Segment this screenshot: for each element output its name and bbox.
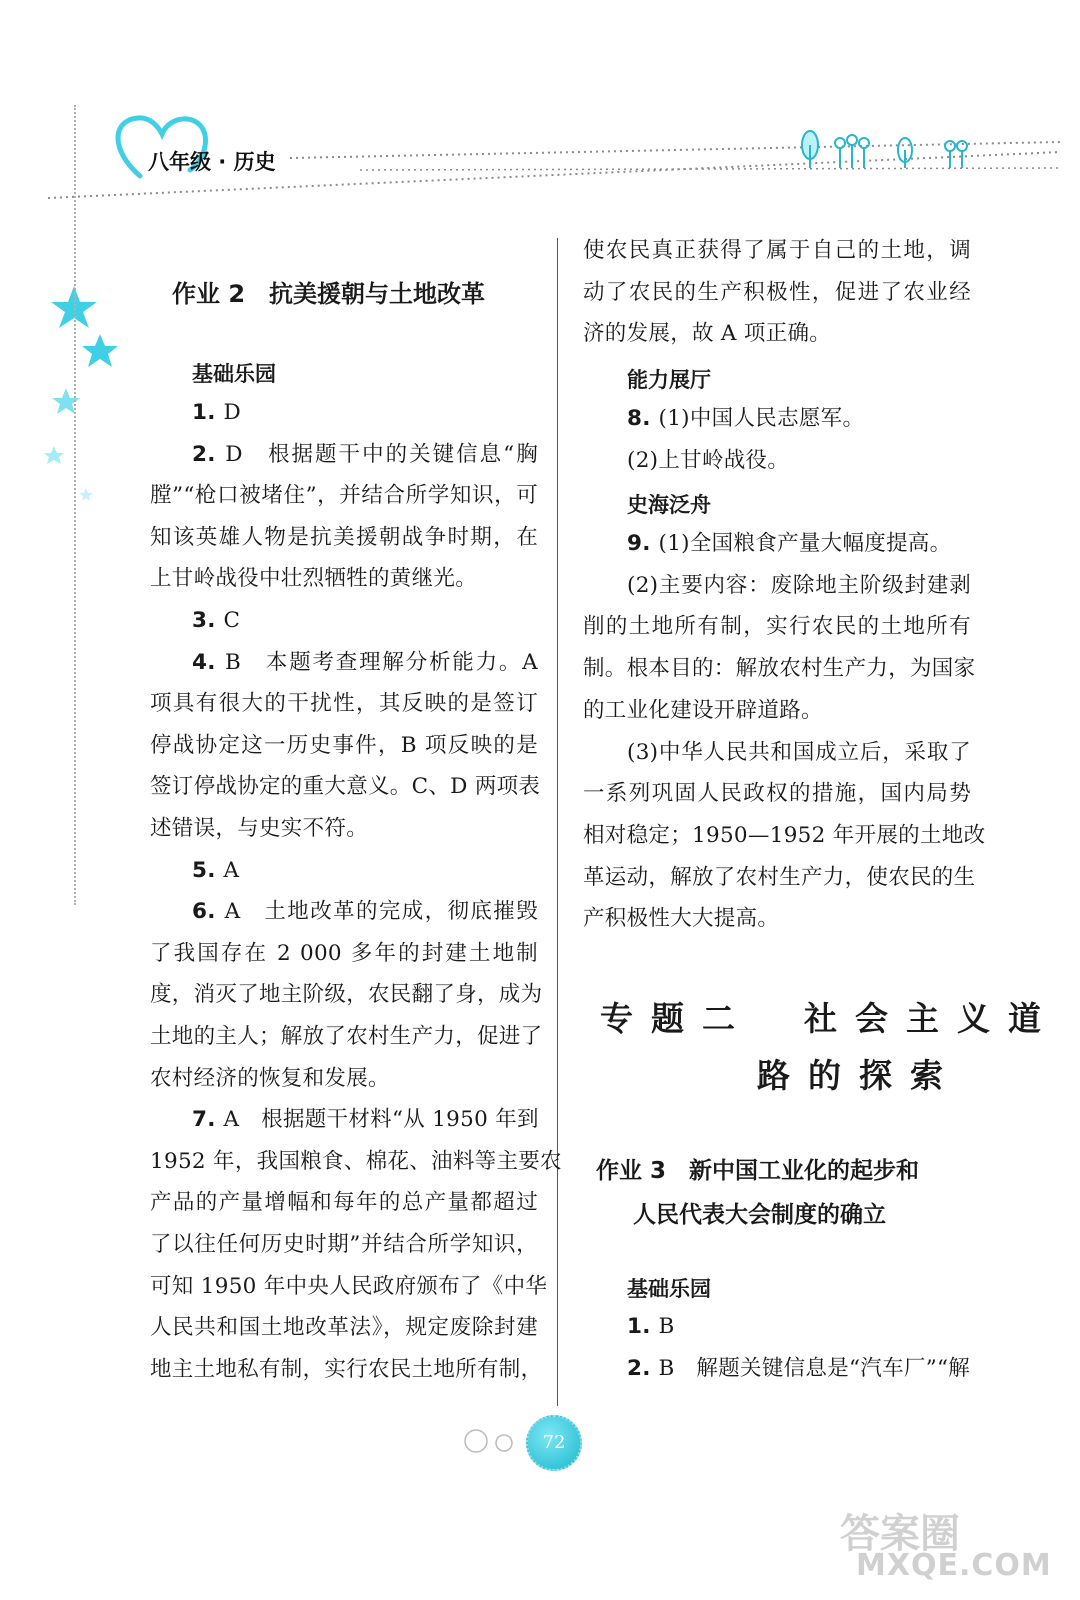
- text-line: [627, 565, 971, 606]
- line-text: C: [223, 608, 241, 633]
- line-text: 1952 年，我国粮食、棉花、油料等主要农: [150, 1148, 562, 1174]
- text-line: [192, 600, 538, 641]
- line-text: A: [223, 857, 240, 883]
- line-text: 度，消灭了地主阶级，农民翻了身，成为: [150, 982, 543, 1008]
- line-text: 动了农民的生产积极性，促进了农业经: [583, 279, 971, 305]
- page-number: 72: [526, 1415, 582, 1471]
- line-text: 革运动，解放了农村生产力，使农民的生: [583, 864, 976, 890]
- line-text: 了我国存在 2 000 多年的封建土地制: [150, 940, 538, 966]
- line-text: 签订停战协定的重大意义。C、D 两项表: [150, 774, 541, 800]
- text-line: [583, 606, 971, 647]
- text-line: [150, 475, 538, 516]
- line-text: 可知 1950 年中央人民政府颁布了《中华: [150, 1273, 548, 1299]
- line-text: (2)主要内容：废除地主阶级封建剥: [627, 572, 971, 598]
- line-text: D 根据题干中的关键信息“胸: [225, 441, 538, 467]
- text-line: [583, 773, 971, 814]
- line-text: 土地的主人；解放了农村生产力，促进了: [150, 1024, 543, 1049]
- line-text: 的工业化建设开辟道路。: [583, 697, 823, 723]
- line-text: B: [658, 1314, 675, 1339]
- line-text: (2)上甘岭战役。: [627, 448, 790, 473]
- page-circles-decoration: [460, 1425, 530, 1461]
- line-text: A 根据题干材料“从 1950 年到: [223, 1107, 539, 1133]
- question-number: 1.: [192, 400, 224, 425]
- text-line: [150, 1266, 548, 1307]
- text-line: [150, 1224, 538, 1265]
- line-text: (3)中华人民共和国成立后，采取了: [627, 739, 971, 765]
- line-text: (1)全国粮食产量大幅度提高。: [658, 531, 952, 556]
- line-text: B 解题关键信息是“汽车厂”“解: [658, 1356, 971, 1381]
- text-line: [150, 1349, 543, 1390]
- text-line: [150, 1058, 538, 1099]
- question-number: 5.: [192, 857, 224, 883]
- text-line: [627, 523, 971, 564]
- text-line: [583, 313, 971, 354]
- question-number: 8.: [627, 406, 659, 431]
- text-line: [192, 1099, 538, 1140]
- star-icon: [79, 488, 93, 501]
- column-divider: [557, 238, 558, 1406]
- text-line: [627, 1348, 971, 1389]
- text-line: [192, 392, 538, 433]
- text-line: [192, 434, 538, 475]
- watermark-url: MXQE.COM: [856, 1548, 1052, 1583]
- text-line: [150, 808, 538, 849]
- text-line: [583, 690, 971, 731]
- text-line: [627, 732, 971, 773]
- section-history: 史海泛舟: [627, 493, 711, 517]
- line-text: 削的土地所有制，实行农民的土地所有: [583, 614, 971, 640]
- text-line: [583, 230, 971, 271]
- header-decoration: [0, 0, 1080, 240]
- section-basic-right: 基础乐园: [627, 1277, 711, 1301]
- text-line: [150, 683, 538, 724]
- grade-subject-label: 八年级 · 历史: [148, 150, 276, 174]
- text-line: [583, 898, 971, 939]
- text-line: [150, 974, 543, 1015]
- line-text: 了以往任何历史时期”并结合所学知识，: [150, 1232, 538, 1257]
- question-number: 1.: [627, 1314, 659, 1339]
- text-line: [192, 850, 538, 891]
- section-ability: 能力展厅: [627, 368, 711, 392]
- question-number: 6.: [192, 899, 225, 925]
- watermark-logo: 答案圈: [840, 1511, 960, 1557]
- line-text: (1)中国人民志愿军。: [658, 406, 865, 431]
- homework-3-title-line1: 作业 3 新中国工业化的起步和: [596, 1158, 920, 1184]
- line-text: 膛”“枪口被堵住”，并结合所学知识，可: [150, 483, 538, 509]
- line-text: D: [223, 400, 242, 425]
- star-icon: [44, 446, 64, 464]
- question-number: 2.: [627, 1356, 659, 1381]
- text-line: [583, 857, 976, 898]
- tree-icons: [802, 131, 967, 168]
- text-line: [150, 558, 538, 599]
- question-number: 2.: [192, 441, 226, 467]
- text-line: [192, 891, 538, 932]
- line-text: 产积极性大大提高。: [583, 906, 780, 932]
- homework-3-title-line2: 人民代表大会制度的确立: [633, 1202, 886, 1228]
- line-text: 知该英雄人物是抗美援朝战争时期，在: [150, 524, 538, 550]
- text-line: [583, 272, 971, 313]
- text-line: [627, 1306, 967, 1347]
- text-line: [627, 440, 967, 481]
- question-number: 3.: [192, 608, 224, 633]
- text-line: [150, 1016, 543, 1057]
- text-line: [150, 933, 538, 974]
- text-line: [150, 1307, 538, 1348]
- line-text: 停战协定这一历史事件，B 项反映的是: [150, 732, 538, 758]
- topic-title-line1: 专题二 社会主义道: [600, 999, 1059, 1038]
- homework-2-title: 作业 2 抗美援朝与土地改革: [172, 280, 486, 308]
- line-text: 地主土地私有制，实行农民土地所有制，: [150, 1356, 543, 1382]
- text-line: [150, 1141, 562, 1182]
- text-line: [150, 725, 538, 766]
- line-text: 济的发展，故 A 项正确。: [583, 321, 832, 346]
- line-text: 上甘岭战役中壮烈牺牲的黄继光。: [150, 566, 478, 592]
- line-text: 使农民真正获得了属于自己的土地，调: [583, 238, 971, 263]
- text-line: [150, 766, 541, 807]
- text-line: [150, 1182, 538, 1223]
- line-text: 一系列巩固人民政权的措施，国内局势: [583, 781, 971, 807]
- line-text: 产品的产量增幅和每年的总产量都超过: [150, 1190, 538, 1216]
- text-line: [583, 815, 986, 856]
- stars-decoration: [40, 280, 130, 520]
- line-text: 制。根本目的：解放农村生产力，为国家: [583, 656, 976, 682]
- line-text: B 本题考查理解分析能力。A: [225, 649, 538, 675]
- question-number: 9.: [627, 531, 659, 556]
- line-text: 农村经济的恢复和发展。: [150, 1065, 390, 1091]
- line-text: A 土地改革的完成，彻底摧毁: [224, 899, 538, 925]
- line-text: 述错误，与史实不符。: [150, 816, 369, 841]
- line-text: 相对稳定；1950—1952 年开展的土地改: [583, 822, 986, 848]
- text-line: [627, 398, 967, 439]
- topic-title-line2: 路的探索: [757, 1056, 961, 1095]
- question-number: 7.: [192, 1107, 224, 1133]
- text-line: [150, 517, 538, 558]
- line-text: 人民共和国土地改革法》，规定废除封建: [150, 1315, 538, 1341]
- section-basic-left: 基础乐园: [192, 362, 276, 386]
- star-icon: [82, 334, 118, 367]
- margin-dotted-line: [74, 105, 76, 905]
- text-line: [583, 648, 976, 689]
- text-line: [192, 642, 538, 683]
- line-text: 项具有很大的干扰性，其反映的是签订: [150, 691, 538, 717]
- question-number: 4.: [192, 649, 226, 675]
